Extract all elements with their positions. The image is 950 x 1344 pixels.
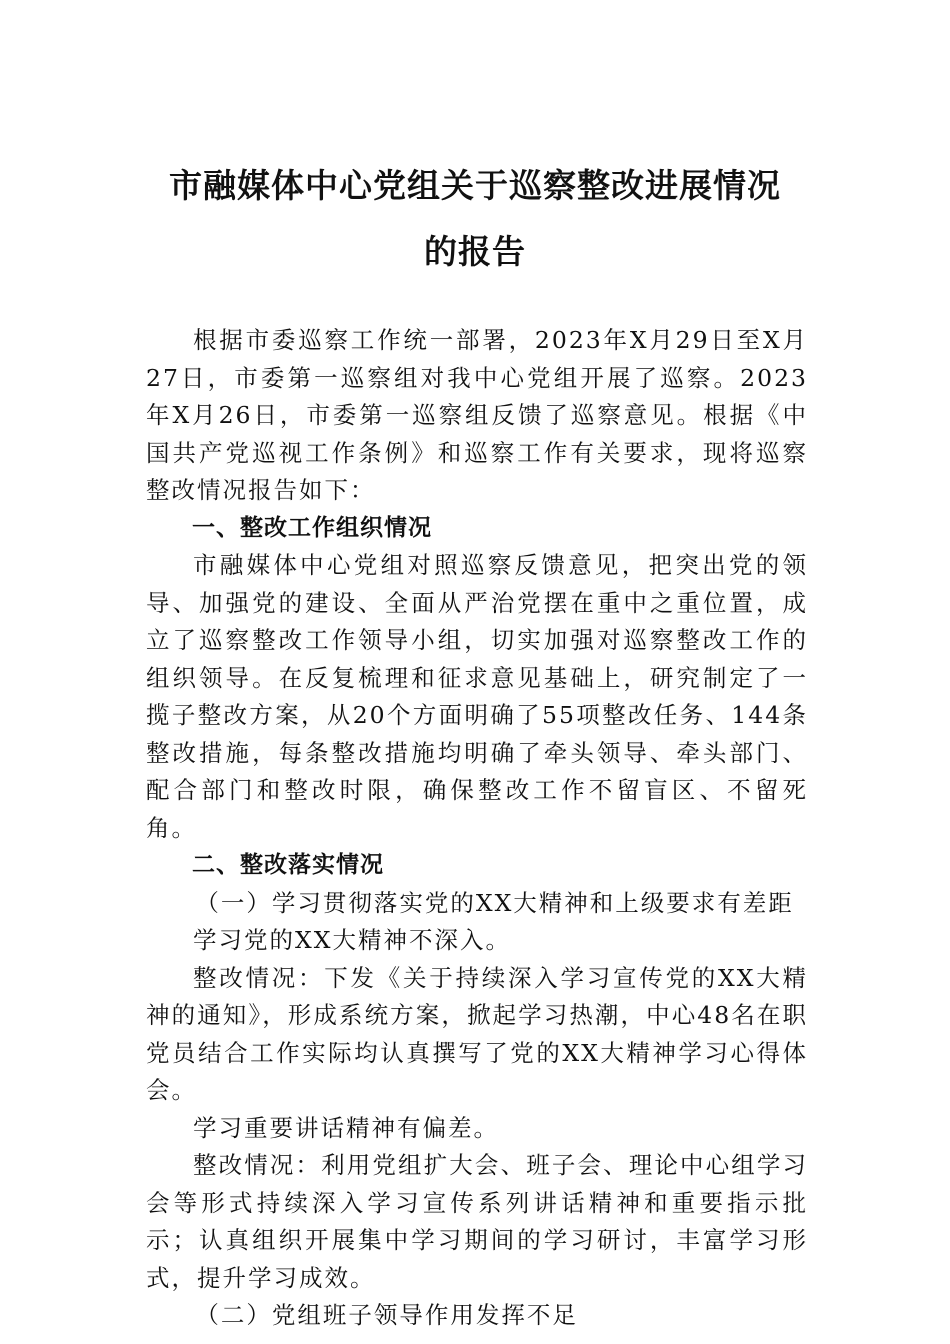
issue-paragraph-2: 学习重要讲话精神有偏差。 bbox=[193, 1113, 499, 1142]
document-body bbox=[146, 322, 808, 1335]
section-heading-implementation: 二、整改落实情况 bbox=[192, 852, 384, 878]
issue-paragraph-1: 学习党的XX大精神不深入。 bbox=[193, 926, 511, 954]
subsection-heading-2: （二）党组班子领导作用发挥不足 bbox=[195, 1301, 578, 1329]
organization-paragraph: 市融媒体中心党组对照巡察反馈意见，把突出党的领导、加强党的建设、全面从严治党摆在重中之重位置，成立了巡察整改工作领导小组，切实加强对巡察整改工作的组织领导。在反复梳理和征求意见基础上，研究制定了一揽子整改方案，从20个方面明确了55项整改任务、144条整改措施，每条整改措施均明确了牵头领导、牵头部门、配合部门和整改时限，确保整改工作不留盲区、不留死角。 bbox=[146, 551, 808, 842]
intro-paragraph: 根据市委巡察工作统一部署，2023年X月29日至X月27日，市委第一巡察组对我中心党组开展了巡察。2023年X月26日，市委第一巡察组反馈了巡察意见。根据《中国共产党巡视工作条例》和巡察工作有关要求，现将巡察整改情况报告如下： bbox=[146, 326, 808, 504]
rectification-paragraph-2: 整改情况：利用党组扩大会、班子会、理论中心组学习会等形式持续深入学习宣传系列讲话精神和重要指示批示；认真组织开展集中学习期间的学习研讨，丰富学习形式，提升学习成效。 bbox=[146, 1151, 808, 1292]
document-title-line-2: 的报告 bbox=[424, 232, 526, 271]
section-heading-organization: 一、整改工作组织情况 bbox=[192, 514, 432, 541]
document-title-line-1: 市融媒体中心党组关于巡察整改进展情况 bbox=[169, 166, 781, 205]
subsection-heading-1: （一）学习贯彻落实党的XX大精神和上级要求有差距 bbox=[195, 888, 794, 917]
rectification-paragraph-1: 整改情况：下发《关于持续深入学习宣传党的XX大精神的通知》，形成系统方案，掀起学习热潮，中心48名在职党员结合工作实际均认真撰写了党的XX大精神学习心得体会。 bbox=[146, 963, 808, 1104]
